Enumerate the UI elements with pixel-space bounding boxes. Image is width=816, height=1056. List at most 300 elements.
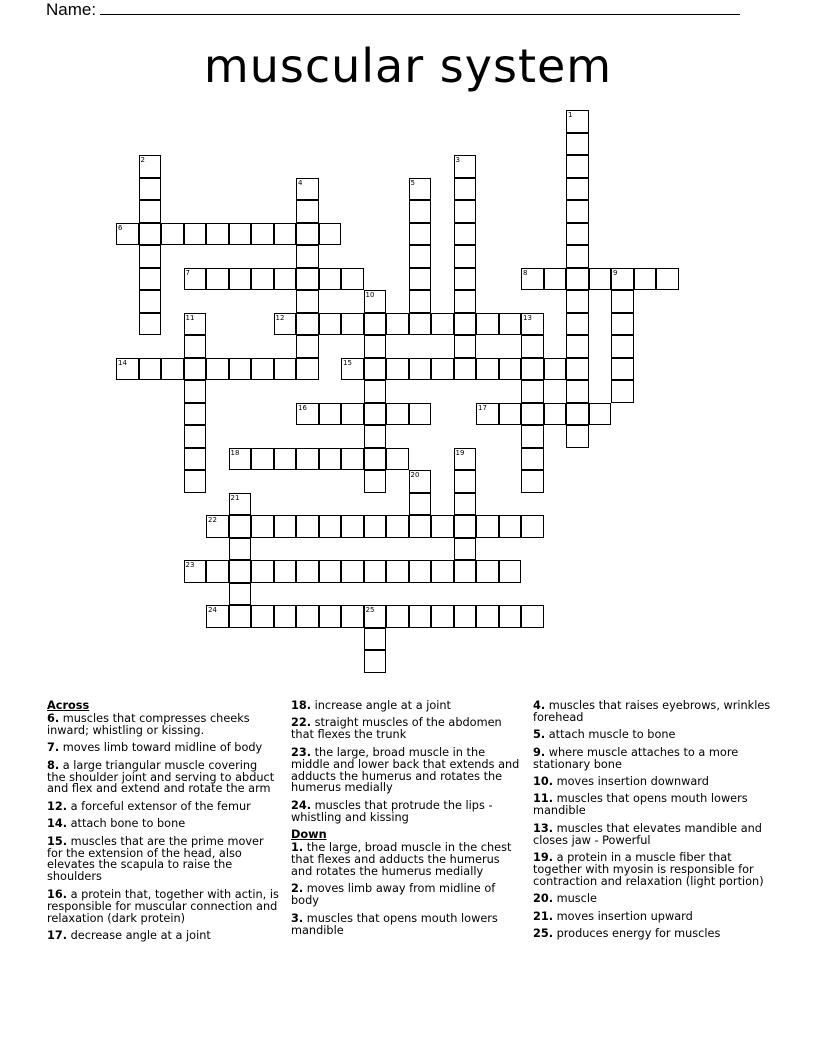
grid-cell[interactable]	[341, 605, 364, 628]
grid-cell[interactable]	[409, 290, 432, 313]
clue-number-label: 8.	[47, 758, 60, 772]
grid-cell[interactable]	[589, 403, 612, 426]
grid-cell[interactable]	[296, 403, 319, 426]
grid-cell[interactable]	[274, 223, 297, 246]
clue-number: 1	[568, 111, 573, 119]
grid-cell[interactable]	[409, 245, 432, 268]
clue-text: the large, broad muscle in the chest that flexes and adducts the humerus and rotates the humerus medially	[291, 841, 512, 878]
clue-number: 14	[118, 358, 127, 367]
grid-cell[interactable]	[206, 605, 229, 628]
clue-item	[47, 836, 279, 884]
clue-number-label: 10.	[533, 775, 554, 789]
grid-cell[interactable]	[341, 560, 364, 583]
clue-text: muscles that opens mouth lowers mandible	[533, 792, 748, 818]
clue-number-label: 11.	[533, 792, 554, 806]
grid-cell[interactable]	[566, 290, 589, 313]
grid-cell[interactable]	[409, 493, 432, 516]
grid-cell[interactable]	[476, 358, 499, 381]
clue-column-3	[533, 700, 773, 946]
grid-cell[interactable]	[296, 268, 319, 291]
grid-cell[interactable]	[319, 605, 342, 628]
clue-text: decrease angle at a joint	[67, 929, 211, 942]
clue-number-label: 21.	[533, 909, 554, 923]
grid-cell[interactable]	[319, 515, 342, 538]
grid-cell[interactable]	[454, 200, 477, 223]
grid-cell[interactable]	[521, 470, 544, 493]
grid-cell[interactable]	[341, 358, 364, 381]
clue-number: 17	[478, 403, 487, 412]
grid-cell[interactable]	[409, 200, 432, 223]
down-heading: Down	[291, 828, 327, 842]
clue-number-label: 3.	[291, 911, 304, 925]
grid-cell[interactable]	[139, 200, 162, 223]
clue-text: where muscle attaches to a more stationary bone	[533, 745, 739, 771]
grid-cell[interactable]	[116, 358, 139, 381]
grid-cell[interactable]	[206, 358, 229, 381]
grid-cell[interactable]	[476, 403, 499, 426]
grid-cell[interactable]	[364, 628, 387, 651]
grid-cell[interactable]	[499, 605, 522, 628]
grid-cell[interactable]	[521, 515, 544, 538]
grid-cell[interactable]	[319, 223, 342, 246]
grid-cell[interactable]	[634, 268, 657, 291]
grid-cell[interactable]	[364, 335, 387, 358]
grid-cell[interactable]	[409, 358, 432, 381]
grid-cell[interactable]	[566, 425, 589, 448]
grid-cell[interactable]	[296, 178, 319, 201]
grid-cell[interactable]	[341, 403, 364, 426]
grid-cell[interactable]	[409, 470, 432, 493]
grid-cell[interactable]	[296, 200, 319, 223]
clue-text: moves limb away from midline of body	[291, 882, 496, 908]
grid-cell[interactable]	[184, 448, 207, 471]
grid-cell[interactable]	[431, 515, 454, 538]
clue-number: 22	[208, 516, 217, 524]
clue-number-label: 6.	[47, 711, 60, 725]
grid-cell[interactable]	[499, 403, 522, 426]
name-label: Name:	[46, 0, 97, 19]
clue-number-label: 18.	[291, 699, 312, 712]
grid-cell[interactable]	[611, 290, 634, 313]
grid-cell[interactable]	[589, 268, 612, 291]
grid-cell[interactable]	[521, 448, 544, 471]
grid-cell[interactable]	[476, 515, 499, 538]
clue-item	[533, 793, 773, 817]
grid-cell[interactable]	[206, 223, 229, 246]
grid-cell[interactable]	[454, 448, 477, 471]
grid-cell[interactable]	[184, 268, 207, 291]
clue-text: muscles that raises eyebrows, wrinkles forehead	[533, 699, 771, 724]
grid-cell[interactable]	[409, 560, 432, 583]
grid-cell[interactable]	[184, 403, 207, 426]
grid-cell[interactable]	[409, 178, 432, 201]
grid-cell[interactable]	[386, 403, 409, 426]
grid-cell[interactable]	[409, 313, 432, 336]
grid-cell[interactable]	[251, 448, 274, 471]
grid-cell[interactable]	[319, 403, 342, 426]
clue-number-label: 22.	[291, 716, 312, 730]
grid-cell[interactable]	[139, 178, 162, 201]
clue-text: a protein in a muscle fiber that together with myosin is responsible for contraction and relaxation (light portion)	[533, 851, 764, 888]
grid-cell[interactable]	[296, 560, 319, 583]
grid-cell[interactable]	[296, 313, 319, 336]
grid-cell[interactable]	[251, 223, 274, 246]
grid-cell[interactable]	[184, 470, 207, 493]
clue-number-label: 16.	[47, 887, 68, 901]
grid-cell[interactable]	[341, 268, 364, 291]
grid-cell[interactable]	[386, 358, 409, 381]
grid-cell[interactable]	[184, 335, 207, 358]
grid-cell[interactable]	[364, 560, 387, 583]
clue-column-1	[47, 700, 279, 947]
grid-cell[interactable]	[274, 448, 297, 471]
grid-cell[interactable]	[139, 223, 162, 246]
grid-cell[interactable]	[409, 605, 432, 628]
grid-cell[interactable]	[229, 268, 252, 291]
clue-number-label: 17.	[47, 929, 68, 942]
grid-cell[interactable]	[566, 178, 589, 201]
clue-text: moves insertion upward	[553, 909, 693, 923]
clue-text: muscles that compresses cheeks inward; whistling or kissing.	[47, 711, 250, 737]
clue-number-label: 15.	[47, 834, 68, 848]
grid-cell[interactable]	[454, 290, 477, 313]
grid-cell[interactable]	[184, 380, 207, 403]
grid-cell[interactable]	[229, 605, 252, 628]
clue-text: straight muscles of the abdomen that flexes the trunk	[291, 716, 502, 742]
grid-cell[interactable]	[319, 268, 342, 291]
clue-text: muscles that protrude the lips - whistling and kissing	[291, 798, 493, 824]
grid-cell[interactable]	[184, 425, 207, 448]
clue-item	[47, 889, 279, 925]
grid-cell[interactable]	[566, 245, 589, 268]
grid-cell[interactable]	[161, 223, 184, 246]
grid-cell[interactable]	[251, 515, 274, 538]
grid-cell[interactable]	[229, 538, 252, 561]
clue-number: 2	[140, 156, 145, 164]
clue-number-label: 4.	[533, 699, 546, 712]
grid-cell[interactable]	[229, 493, 252, 516]
clue-text: muscle	[553, 892, 597, 906]
grid-cell[interactable]	[184, 313, 207, 336]
grid-cell[interactable]	[409, 223, 432, 246]
grid-cell[interactable]	[476, 313, 499, 336]
clue-item	[291, 800, 523, 824]
grid-cell[interactable]	[274, 358, 297, 381]
clue-item	[291, 913, 523, 937]
grid-cell[interactable]	[611, 358, 634, 381]
grid-cell[interactable]	[139, 155, 162, 178]
grid-cell[interactable]	[454, 515, 477, 538]
clue-number-label: 7.	[47, 741, 60, 755]
clue-text: increase angle at a joint	[311, 699, 451, 712]
grid-cell[interactable]	[499, 560, 522, 583]
grid-cell[interactable]	[139, 290, 162, 313]
grid-cell[interactable]	[319, 560, 342, 583]
clue-item	[533, 729, 773, 741]
clue-text: moves insertion downward	[553, 775, 709, 789]
clue-number: 15	[343, 358, 352, 367]
clue-number-label: 20.	[533, 892, 554, 906]
clue-number: 25	[365, 606, 375, 614]
clue-item	[47, 742, 279, 754]
grid-cell[interactable]	[431, 560, 454, 583]
grid-cell[interactable]	[364, 650, 387, 673]
grid-cell[interactable]	[611, 380, 634, 403]
clue-item	[533, 776, 773, 788]
grid-cell[interactable]	[274, 605, 297, 628]
grid-cell[interactable]	[566, 268, 589, 291]
grid-cell[interactable]	[499, 313, 522, 336]
grid-cell[interactable]	[566, 335, 589, 358]
clue-number: 24	[208, 606, 217, 614]
clue-text: attach muscle to bone	[545, 728, 676, 742]
grid-cell[interactable]	[229, 358, 252, 381]
clue-number-label: 2.	[291, 882, 304, 896]
grid-cell[interactable]	[454, 493, 477, 516]
grid-cell[interactable]	[139, 313, 162, 336]
grid-cell[interactable]	[566, 380, 589, 403]
grid-cell[interactable]	[611, 268, 634, 291]
grid-cell[interactable]	[206, 268, 229, 291]
grid-cell[interactable]	[251, 560, 274, 583]
grid-cell[interactable]	[116, 223, 139, 246]
grid-cell[interactable]	[566, 200, 589, 223]
clue-number: 8	[523, 268, 528, 277]
grid-cell[interactable]	[566, 403, 589, 426]
grid-cell[interactable]	[184, 560, 207, 583]
clue-number: 11	[185, 313, 195, 322]
grid-cell[interactable]	[206, 515, 229, 538]
clue-item	[47, 930, 279, 942]
clue-item	[533, 747, 773, 771]
grid-cell[interactable]	[364, 403, 387, 426]
clue-number: 6	[118, 223, 123, 232]
grid-cell[interactable]	[521, 358, 544, 381]
clue-number: 12	[275, 313, 285, 322]
grid-cell[interactable]	[296, 448, 319, 471]
clue-text: muscles that elevates mandible and closes jaw - Powerful	[533, 821, 762, 847]
grid-cell[interactable]	[364, 515, 387, 538]
grid-cell[interactable]	[454, 560, 477, 583]
grid-cell[interactable]	[251, 358, 274, 381]
clue-number-label: 1.	[291, 841, 304, 855]
grid-cell[interactable]	[521, 335, 544, 358]
clue-number: 13	[523, 313, 532, 322]
grid-cell[interactable]	[566, 223, 589, 246]
clue-number-label: 14.	[47, 817, 68, 831]
grid-cell[interactable]	[184, 223, 207, 246]
grid-cell[interactable]	[521, 425, 544, 448]
grid-cell[interactable]	[499, 358, 522, 381]
grid-cell[interactable]	[476, 605, 499, 628]
clue-number: 4	[298, 178, 303, 187]
grid-cell[interactable]	[296, 358, 319, 381]
grid-cell[interactable]	[454, 538, 477, 561]
clue-item	[533, 911, 773, 923]
clue-number-label: 25.	[533, 927, 554, 941]
grid-cell[interactable]	[296, 335, 319, 358]
clue-number-label: 13.	[533, 821, 554, 835]
clue-item	[533, 852, 773, 888]
grid-cell[interactable]	[229, 583, 252, 606]
grid-cell[interactable]	[454, 313, 477, 336]
grid-cell[interactable]	[386, 515, 409, 538]
grid-cell[interactable]	[229, 448, 252, 471]
clue-number-label: 5.	[533, 728, 546, 742]
grid-cell[interactable]	[386, 560, 409, 583]
clue-column-2	[291, 700, 523, 942]
grid-cell[interactable]	[341, 515, 364, 538]
grid-cell[interactable]	[139, 268, 162, 291]
grid-cell[interactable]	[454, 178, 477, 201]
grid-cell[interactable]	[364, 313, 387, 336]
grid-cell[interactable]	[364, 605, 387, 628]
grid-cell[interactable]	[386, 605, 409, 628]
clue-item	[47, 760, 279, 796]
grid-cell[interactable]	[566, 313, 589, 336]
grid-cell[interactable]	[409, 403, 432, 426]
grid-cell[interactable]	[274, 313, 297, 336]
clue-text: moves limb toward midline of body	[59, 741, 263, 755]
clue-item	[291, 747, 523, 795]
grid-cell[interactable]	[566, 133, 589, 156]
clue-number: 10	[365, 291, 375, 299]
grid-cell[interactable]	[544, 358, 567, 381]
clue-number: 3	[455, 156, 460, 164]
clue-number: 20	[410, 471, 420, 479]
clue-item	[533, 823, 773, 847]
grid-cell[interactable]	[521, 380, 544, 403]
grid-cell[interactable]	[386, 448, 409, 471]
grid-cell[interactable]	[454, 268, 477, 291]
clue-item	[533, 893, 773, 905]
grid-cell[interactable]	[499, 515, 522, 538]
grid-cell[interactable]	[386, 313, 409, 336]
grid-cell[interactable]	[274, 268, 297, 291]
clue-text: the large, broad muscle in the middle and lower back that extends and adducts the humerus and rotates the humerus medially	[291, 745, 520, 795]
grid-cell[interactable]	[656, 268, 679, 291]
clue-item	[291, 700, 523, 712]
clue-text: a protein that, together with actin, is responsible for muscular connection and relaxation (dark protein)	[47, 887, 279, 925]
clue-number-label: 12.	[47, 799, 68, 813]
clue-item	[533, 700, 773, 724]
clue-item	[47, 801, 279, 813]
grid-cell[interactable]	[544, 403, 567, 426]
grid-cell[interactable]	[251, 605, 274, 628]
grid-cell[interactable]	[319, 313, 342, 336]
clue-item	[291, 717, 523, 741]
grid-cell[interactable]	[341, 448, 364, 471]
grid-cell[interactable]	[296, 223, 319, 246]
grid-cell[interactable]	[274, 515, 297, 538]
grid-cell[interactable]	[431, 358, 454, 381]
grid-cell[interactable]	[454, 223, 477, 246]
clue-number: 23	[185, 561, 195, 569]
grid-cell[interactable]	[431, 313, 454, 336]
grid-cell[interactable]	[409, 515, 432, 538]
grid-cell[interactable]	[521, 313, 544, 336]
clue-number: 16	[298, 403, 307, 412]
grid-cell[interactable]	[544, 268, 567, 291]
clue-number: 19	[455, 448, 465, 457]
grid-cell[interactable]	[139, 245, 162, 268]
grid-cell[interactable]	[566, 358, 589, 381]
grid-cell[interactable]	[229, 223, 252, 246]
grid-cell[interactable]	[364, 448, 387, 471]
grid-cell[interactable]	[206, 560, 229, 583]
clue-number: 9	[613, 268, 618, 277]
clue-number: 18	[230, 448, 240, 457]
grid-cell[interactable]	[274, 560, 297, 583]
clue-number-label: 19.	[533, 851, 554, 865]
clue-item	[291, 842, 523, 878]
grid-cell[interactable]	[364, 425, 387, 448]
grid-cell[interactable]	[296, 290, 319, 313]
clue-text: a forceful extensor of the femur	[67, 799, 251, 813]
grid-cell[interactable]	[566, 110, 589, 133]
clue-number: 21	[230, 493, 240, 502]
grid-cell[interactable]	[296, 515, 319, 538]
clue-number-label: 23.	[291, 745, 312, 759]
grid-cell[interactable]	[431, 605, 454, 628]
grid-cell[interactable]	[521, 605, 544, 628]
grid-cell[interactable]	[229, 515, 252, 538]
clue-number: 5	[410, 178, 415, 187]
grid-cell[interactable]	[319, 448, 342, 471]
grid-cell[interactable]	[161, 358, 184, 381]
grid-cell[interactable]	[454, 245, 477, 268]
grid-cell[interactable]	[364, 470, 387, 493]
clue-number-label: 9.	[533, 745, 546, 759]
grid-cell[interactable]	[454, 155, 477, 178]
grid-cell[interactable]	[341, 313, 364, 336]
clue-text: muscles that are the prime mover for the extension of the head, also elevates the scapula to raise the shoulders	[47, 834, 264, 884]
grid-cell[interactable]	[454, 358, 477, 381]
clue-item	[291, 883, 523, 907]
puzzle-title: muscular system	[203, 39, 613, 93]
grid-cell[interactable]	[229, 560, 252, 583]
grid-cell[interactable]	[364, 380, 387, 403]
grid-cell[interactable]	[139, 358, 162, 381]
clue-text: muscles that opens mouth lowers mandible	[291, 911, 498, 937]
grid-cell[interactable]	[364, 290, 387, 313]
grid-cell[interactable]	[364, 358, 387, 381]
grid-cell[interactable]	[521, 268, 544, 291]
grid-cell[interactable]	[296, 605, 319, 628]
grid-cell[interactable]	[521, 403, 544, 426]
clue-text: a large triangular muscle covering the shoulder joint and serving to abduct and flex and extend and rotate the arm	[47, 758, 275, 796]
grid-cell[interactable]	[296, 245, 319, 268]
clue-text: attach bone to bone	[67, 817, 186, 831]
clue-item	[47, 818, 279, 830]
grid-cell[interactable]	[454, 335, 477, 358]
grid-cell[interactable]	[251, 268, 274, 291]
clue-item	[47, 713, 279, 737]
clue-number-label: 24.	[291, 798, 312, 812]
across-heading: Across	[47, 699, 90, 712]
grid-cell[interactable]	[454, 470, 477, 493]
clue-item	[533, 928, 773, 940]
grid-cell[interactable]	[476, 560, 499, 583]
clue-text: produces energy for muscles	[553, 927, 721, 941]
grid-cell[interactable]	[611, 313, 634, 336]
grid-cell[interactable]	[409, 268, 432, 291]
grid-cell[interactable]	[611, 335, 634, 358]
grid-cell[interactable]	[184, 358, 207, 381]
grid-cell[interactable]	[566, 155, 589, 178]
grid-cell[interactable]	[454, 605, 477, 628]
clue-number: 7	[185, 268, 190, 277]
